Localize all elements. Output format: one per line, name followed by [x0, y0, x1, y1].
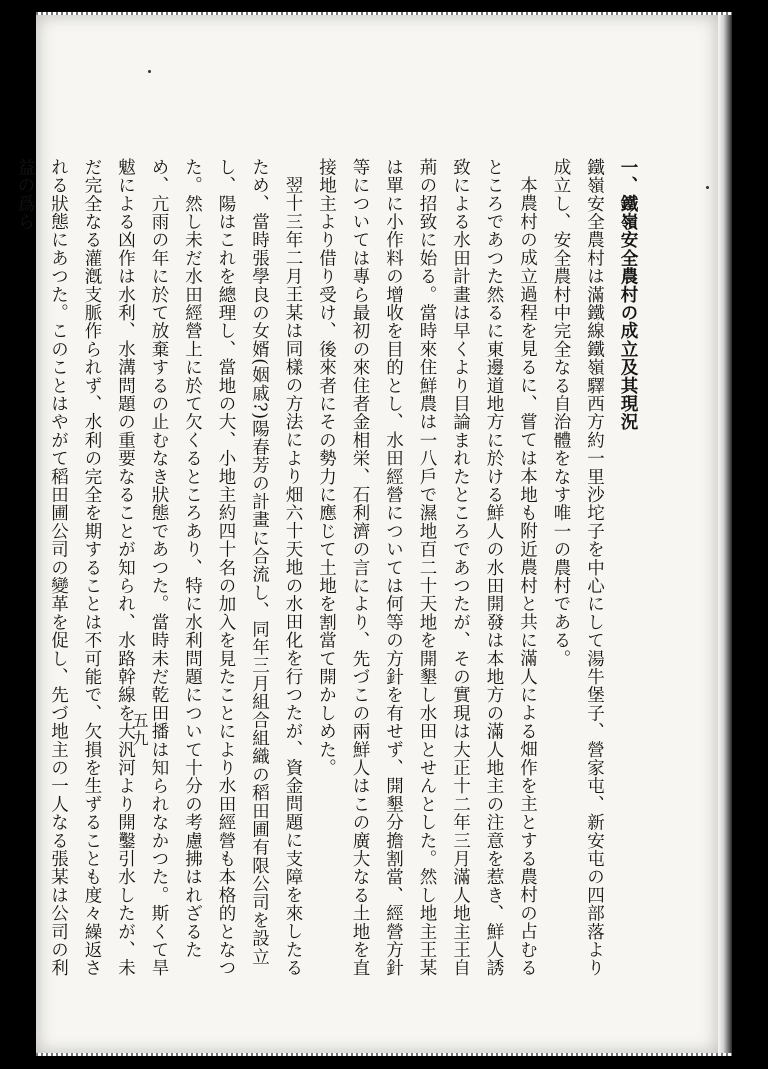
paragraph-1: 鐵嶺安全農村は滿鐵線鐵嶺驛西方約一里沙坨子を中心にして湯牛堡子、營家屯、新安屯の四部落より成立し、安全農村中完全なる自治體をなす唯一の農村である。: [551, 158, 605, 977]
page-gutter: [718, 14, 732, 1054]
dust-speck: [148, 70, 151, 73]
dust-speck: [706, 186, 709, 189]
paragraph-3: 翌十三年二月王某は同樣の方法により畑六十天地の水田化を行つたが、資金問題に支障を來したるため、當時張學良の女婿(姻戚?)陽春芳の計畫に合流し、同年三月組合組織の稻田圃有限公司を設立し、陽はこれを總理し、當地の大、小地主約四十名の加入を見たことにより水田經營も本格的となつた。然し未だ水田經營上に於て欠くるところあり、特に水利問題について十分の考慮拂はれざるため、亢雨の年に於て放棄するの止むなき狀態であつた。當時未だ乾田播は知られなかつた。斯くて旱魃による凶作は水利、水溝問題の重要なることが知られ、水路幹線を大汎河より開鑿引水したが、未だ完全なる灌漑支脈作られず、水利の完全を期することは不可能で、欠損を生ずることも度々繰返される狀態にあつた。このことはやがて稻田圃公司の變革を促し、先づ地主の一人なる張某は公司の利益の爲ら: [15, 158, 303, 977]
vertical-text-body: [8, 158, 649, 978]
paragraph-2: 本農村の成立過程を見るに、嘗ては本地も附近農村と共に滿人による畑作を主とする農村の占むるところであつた然るに東邊道地方に於ける鮮人の水田開發は本地方の滿人地主の注意を惹き、鮮人誘致による水田計畫は早くより目論まれたところであつたが、その實現は大正十二年三月滿人地主王自荊の招致に始る。當時來住鮮農は一八戶で濕地百二十天地を開墾し水田とせんとした。然し地主王某は單に小作料の增收を目的とし、水田經營については何等の方針を有せず、開墾分擔割當、經營方針等については專ら最初の來住者金相栄、石利濟の言により、先づこの兩鮮人はこの廣大なる土地を直接地主より借り受け、後來者にその勢力に應じて土地を割當て開かしめた。: [316, 158, 538, 977]
page-edge-bottom: [36, 1053, 732, 1056]
page-edge-top: [36, 12, 732, 15]
page-number: 五九: [130, 712, 149, 748]
section-heading: 一、鐵嶺安全農村の成立及其現況: [618, 158, 638, 431]
